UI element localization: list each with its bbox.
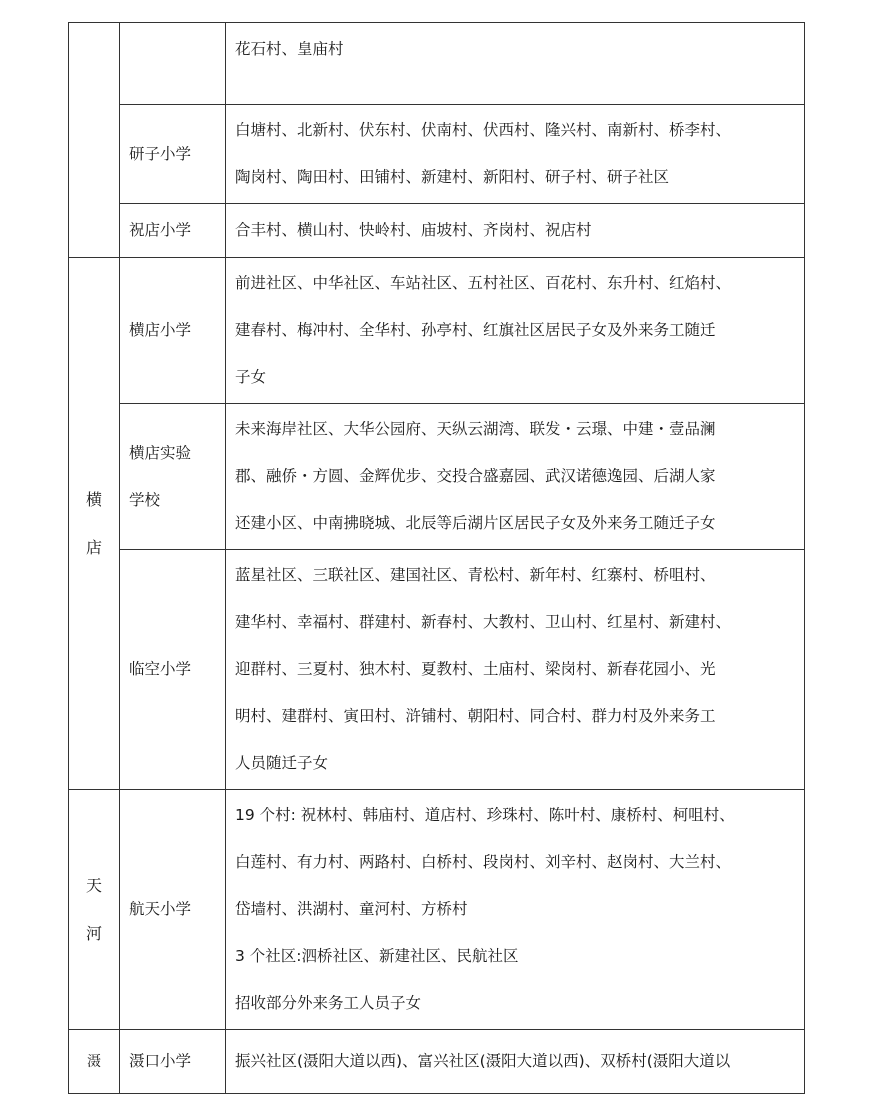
table-row [69, 404, 805, 550]
range-line: 花石村、皇庙村 [235, 40, 344, 58]
area-cell [69, 790, 120, 1030]
range-line: 郡、融侨・方圆、金辉优步、交投合盛嘉园、武汉诺德逸园、后湖人家 [235, 467, 716, 485]
range-cell [226, 550, 805, 790]
range-cell [226, 23, 805, 105]
range-line: 蓝星社区、三联社区、建国社区、青松村、新年村、红寨村、桥咀村、 [235, 566, 716, 584]
area-name: 天河 [85, 875, 102, 943]
range-line: 3 个社区:泗桥社区、新建社区、民航社区 [235, 947, 519, 965]
area-name: 横店 [85, 489, 102, 557]
school-cell [120, 23, 226, 105]
school-name: 横店实验学校 [129, 443, 192, 509]
range-line: 明村、建群村、寅田村、浒铺村、朝阳村、同合村、群力村及外来务工 [235, 707, 716, 725]
range-line: 招收部分外来务工人员子女 [235, 994, 422, 1012]
school-cell [120, 550, 226, 790]
range-line: 陶岗村、陶田村、田铺村、新建村、新阳村、研子村、研子社区 [235, 168, 670, 186]
table-row [69, 105, 805, 204]
table-row [69, 1030, 805, 1094]
range-cell [226, 204, 805, 258]
school-name: 航天小学 [129, 900, 192, 918]
school-name: 横店小学 [129, 321, 192, 339]
school-cell [120, 258, 226, 404]
range-line: 白塘村、北新村、伏东村、伏南村、伏西村、隆兴村、南新村、桥李村、 [235, 121, 732, 139]
range-line: 19 个村: 祝林村、韩庙村、道店村、珍珠村、陈叶村、康桥村、柯咀村、 [235, 806, 735, 824]
school-name: 祝店小学 [129, 221, 192, 239]
range-line: 岱墙村、洪湖村、童河村、方桥村 [235, 900, 468, 918]
range-line: 白莲村、有力村、两路村、白桥村、段岗村、刘辛村、赵岗村、大兰村、 [235, 853, 732, 871]
range-cell [226, 105, 805, 204]
school-cell [120, 404, 226, 550]
area-cell [69, 258, 120, 790]
range-line: 合丰村、横山村、快岭村、庙坡村、齐岗村、祝店村 [235, 221, 592, 239]
range-cell [226, 258, 805, 404]
school-cell [120, 790, 226, 1030]
range-line: 振兴社区(滠阳大道以西)、富兴社区(滠阳大道以西)、双桥村(滠阳大道以 [235, 1052, 731, 1070]
table-row [69, 23, 805, 105]
range-line: 子女 [235, 368, 267, 386]
school-cell [120, 105, 226, 204]
table-row [69, 790, 805, 1030]
range-line: 人员随迁子女 [235, 754, 329, 772]
school-cell [120, 204, 226, 258]
range-line: 前进社区、中华社区、车站社区、五村社区、百花村、东升村、红焰村、 [235, 274, 732, 292]
school-cell [120, 1030, 226, 1094]
table-row [69, 550, 805, 790]
range-line: 还建小区、中南拂晓城、北辰等后湖片区居民子女及外来务工随迁子女 [235, 514, 716, 532]
range-cell [226, 404, 805, 550]
school-name: 研子小学 [129, 144, 192, 163]
range-line: 建华村、幸福村、群建村、新春村、大教村、卫山村、红星村、新建村、 [235, 613, 732, 631]
school-name: 临空小学 [129, 660, 192, 678]
range-line: 迎群村、三夏村、独木村、夏教村、土庙村、梁岗村、新春花园小、光 [235, 660, 716, 678]
area-name: 滠 [86, 1053, 101, 1070]
table-row [69, 204, 805, 258]
table-row [69, 258, 805, 404]
range-line: 建春村、梅冲村、全华村、孙亭村、红旗社区居民子女及外来务工随迁 [235, 321, 716, 339]
school-name: 滠口小学 [129, 1052, 192, 1070]
range-cell [226, 790, 805, 1030]
area-cell [69, 1030, 120, 1094]
school-zone-table [68, 22, 805, 1094]
range-cell [226, 1030, 805, 1094]
range-line: 未来海岸社区、大华公园府、天纵云湖湾、联发・云璟、中建・壹品澜 [235, 420, 716, 438]
area-cell [69, 23, 120, 258]
